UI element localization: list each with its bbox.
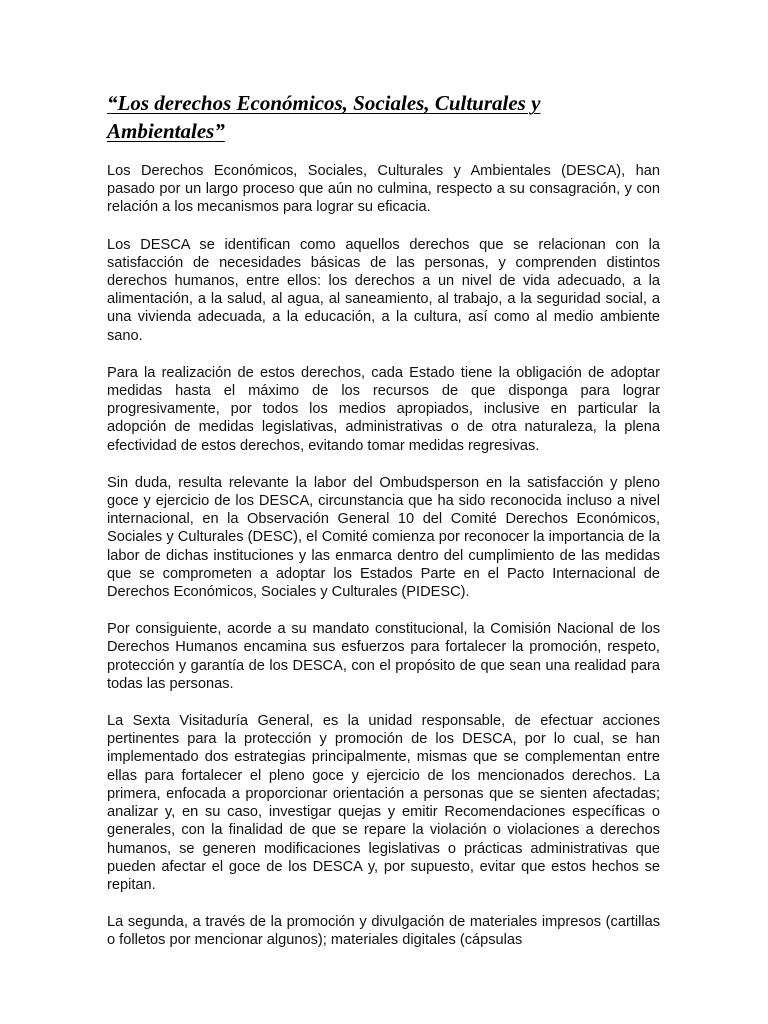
paragraph: Por consiguiente, acorde a su mandato constitucional, la Comisión Nacional de los Derechos Humanos encamina sus esfuerzos para fortalecer la promoción, respeto, protección y garantía de los DESCA, con el propósito de que sean una realidad para todas las personas.: [107, 621, 660, 692]
paragraph: Para la realización de estos derechos, cada Estado tiene la obligación de adoptar medidas hasta el máximo de los recursos de que disponga para lograr progresivamente, por todos los medios apropiados, inclusive en particular la adopción de medidas legislativas, administrativas o de otra naturaleza, la plena efectividad de estos derechos, evitando tomar medidas regresivas.: [107, 364, 660, 454]
document-body: [107, 89, 660, 950]
paragraph: La segunda, a través de la promoción y divulgación de materiales impresos (cartillas o folletos por mencionar algunos); materiales digitales (cápsulas: [107, 914, 660, 949]
paragraph: Sin duda, resulta relevante la labor del Ombudsperson en la satisfacción y pleno goce y ejercicio de los DESCA, circunstancia que ha sido reconocida incluso a nivel internacional, en la Observación General 10 del Comité Derechos Económicos, Sociales y Culturales (DESC), el Comité comienza por reconocer la importancia de la labor de dichas instituciones y las enmarca dentro del cumplimiento de las medidas que se comprometen a adoptar los Estados Parte en el Pacto Internacional de Derechos Económicos, Sociales y Culturales (PIDESC).: [107, 474, 660, 601]
paragraph: Los DESCA se identifican como aquellos derechos que se relacionan con la satisfacción de necesidades básicas de las personas, y comprenden distintos derechos humanos, entre ellos: los derechos a un nivel de vida adecuado, a la alimentación, a la salud, al agua, al saneamiento, al trabajo, a la seguridad social, a una vivienda adecuada, a la educación, a la cultura, así como al medio ambiente sano.: [107, 236, 660, 344]
document-title: “Los derechos Económicos, Sociales, Culturales y Ambientales”: [107, 91, 541, 143]
paragraph: Los Derechos Económicos, Sociales, Culturales y Ambientales (DESCA), han pasado por un largo proceso que aún no culmina, respecto a su consagración, y con relación a los mecanismos para lograr su eficacia.: [107, 163, 660, 216]
paragraph: La Sexta Visitaduría General, es la unidad responsable, de efectuar acciones pertinentes para la protección y promoción de los DESCA, por lo cual, se han implementado dos estrategias principalmente, mismas que se complementan entre ellas para fortalecer el pleno goce y ejercicio de los mencionados derechos. La primera, enfocada a proporcionar orientación a personas que se sienten afectadas; analizar y, en su caso, investigar quejas y emitir Recomendaciones específicas o generales, con la finalidad de que se repare la violación o violaciones a derechos humanos, se generen modificaciones legislativas o prácticas administrativas que pueden afectar el goce de los DESCA y, por supuesto, evitar que estos hechos se repitan.: [107, 713, 660, 893]
